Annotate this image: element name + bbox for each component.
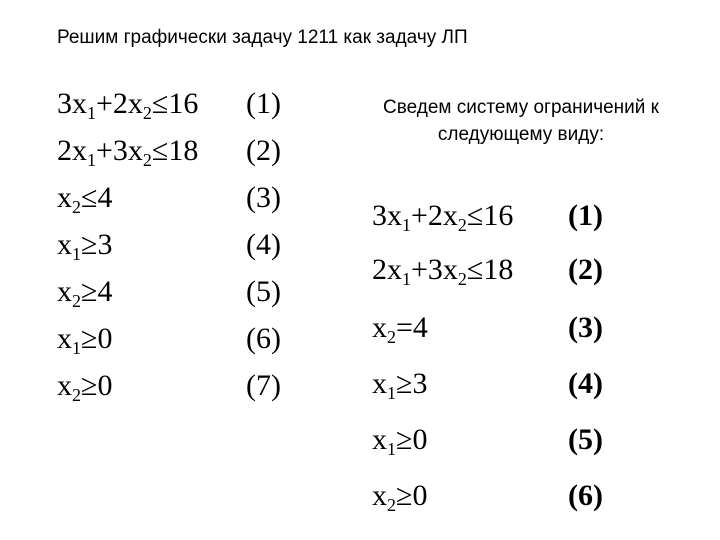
right-constraint-5 [372,422,427,458]
variable-subscript: 2 [72,291,81,311]
left-constraint-4 [57,227,112,263]
variable: x [57,181,72,214]
variable-subscript: 2 [387,327,396,347]
variable: x [57,275,72,308]
coefficient: 3 [372,199,387,232]
slide-title: Решим графически задачу 1211 как задачу ЛП [57,27,468,48]
coefficient: 3 [57,87,72,120]
right-hand-side: ≥0 [396,479,428,512]
left-constraint-7 [57,368,112,404]
right-constraint-label: (1) [568,199,603,232]
variable: x [372,423,387,456]
right-hand-side: ≤16 [151,87,199,120]
coefficient: 2 [372,253,387,286]
coefficient: +2 [411,199,443,232]
right-hand-side: ≤16 [466,199,514,232]
left-constraint-label: (3) [246,181,281,214]
right-hand-side: ≥0 [81,369,113,402]
variable-subscript: 1 [387,439,396,459]
variable-subscript: 2 [457,215,467,235]
variable-subscript: 2 [72,385,81,405]
variable-subscript: 2 [457,269,467,289]
coefficient: +3 [411,253,443,286]
variable-subscript: 1 [72,244,81,264]
variable-subscript: 1 [72,338,81,358]
right-hand-side: ≥4 [81,275,113,308]
right-hand-side: ≥0 [396,423,428,456]
left-constraint-5 [57,274,112,310]
variable: x [72,87,87,120]
coefficient: 2 [57,134,72,167]
left-constraint-3 [57,180,112,216]
variable: x [57,369,72,402]
right-hand-side: =4 [396,311,428,344]
right-hand-side: ≥3 [396,367,428,400]
variable-subscript: 2 [142,150,152,170]
variable-subscript: 1 [387,383,396,403]
left-constraint-label: (6) [246,322,281,355]
right-hand-side: ≥0 [81,322,113,355]
coefficient: +2 [96,87,128,120]
variable: x [57,228,72,261]
left-constraint-label: (4) [246,228,281,261]
variable: x [127,134,143,167]
right-constraint-3 [372,310,428,346]
variable: x [72,134,87,167]
variable-subscript: 1 [402,269,411,289]
reduction-note: Сведем систему ограничений к следующему виду: [383,97,659,145]
left-constraint-label: (2) [246,134,281,167]
variable: x [387,199,402,232]
variable-subscript: 2 [72,197,81,217]
left-constraint-2 [57,133,198,169]
variable-subscript: 2 [142,103,152,123]
right-constraint-label: (6) [568,479,603,512]
variable: x [57,322,72,355]
right-hand-side: ≤18 [151,134,199,167]
right-constraint-6 [372,478,427,514]
right-constraint-label: (4) [568,367,603,400]
variable-subscript: 2 [387,495,396,515]
variable-subscript: 1 [402,215,411,235]
variable: x [387,253,402,286]
variable-subscript: 1 [87,150,96,170]
variable: x [372,479,387,512]
variable: x [127,87,143,120]
right-hand-side: ≤18 [466,253,514,286]
variable: x [442,253,458,286]
left-constraint-1 [57,86,198,122]
left-constraint-6 [57,321,112,357]
left-constraint-label: (7) [246,369,281,402]
left-constraint-label: (1) [246,87,281,120]
right-constraint-label: (5) [568,423,603,456]
right-constraint-4 [372,366,427,402]
right-constraint-2 [372,252,513,288]
right-constraint-label: (2) [568,253,603,286]
variable: x [442,199,458,232]
right-constraint-1 [372,198,513,234]
variable: x [372,311,387,344]
variable: x [372,367,387,400]
right-constraint-label: (3) [568,311,603,344]
right-hand-side: ≤4 [81,181,113,214]
right-hand-side: ≥3 [81,228,113,261]
variable-subscript: 1 [87,103,96,123]
coefficient: +3 [96,134,128,167]
left-constraint-label: (5) [246,275,281,308]
